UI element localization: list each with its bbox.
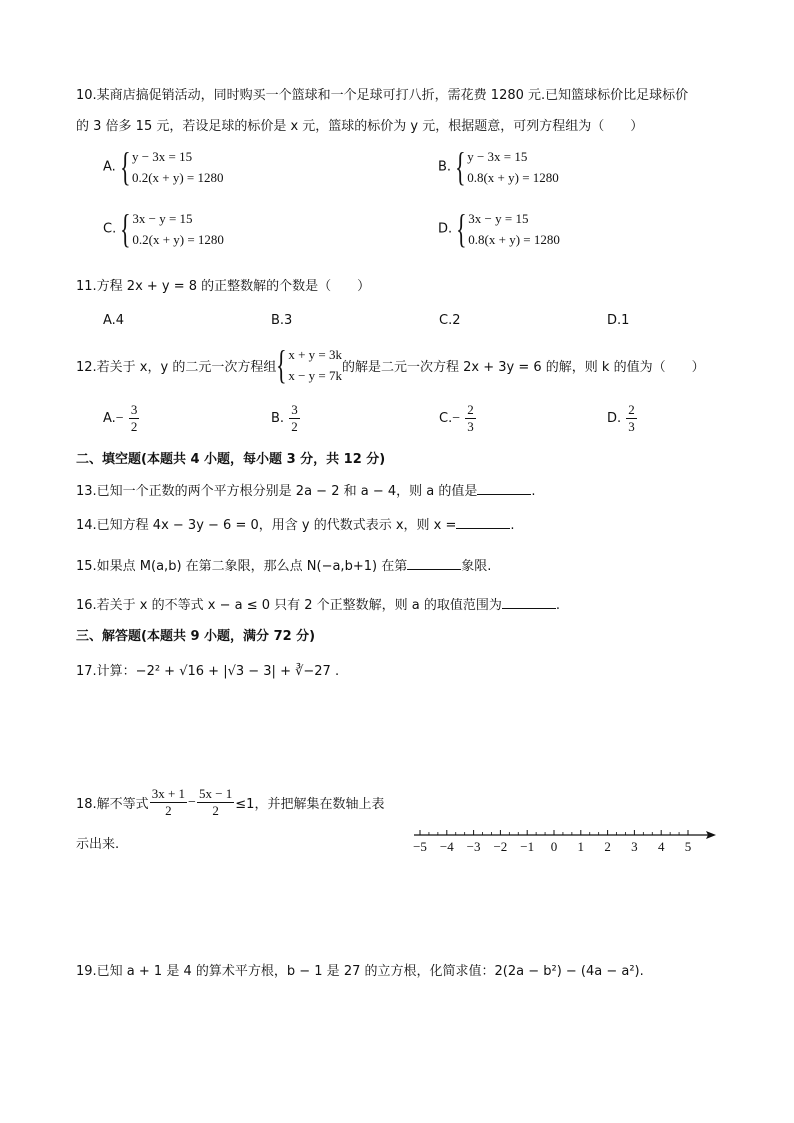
answer-blank[interactable] [477, 482, 531, 495]
section-heading-solve: 三、解答题(本题共 9 小题，满分 72 分) [76, 629, 316, 644]
q10-option-d: D. { 3x − y = 15 0.8(x + y) = 1280 [438, 206, 560, 251]
numerator: 3x + 1 [151, 786, 186, 801]
option-sign: − [452, 411, 461, 426]
q13-text [76, 480, 536, 499]
option-label: D. [438, 221, 453, 237]
number-line-tick-label: −1 [520, 839, 535, 854]
number-line-tick-label: 2 [604, 839, 611, 854]
q11-option-d: D.1 [607, 313, 630, 328]
q12-text: 12.若关于 x，y 的二元一次方程组 { x + y = 3k x − y = 7k 的解是二元一次方程 2x + 3y = 6 的解，则 k 的值为（ ） [76, 342, 705, 387]
q12-option-a [103, 402, 140, 435]
denominator: 2 [165, 803, 172, 818]
fraction [129, 402, 140, 435]
option-label: A. [103, 411, 116, 426]
q14-text [76, 514, 515, 533]
eq2: 0.2(x + y) = 1280 [131, 170, 224, 185]
option-label: C. [103, 221, 117, 237]
eq1: y − 3x = 15 [131, 149, 193, 164]
option-label: D. [607, 411, 622, 426]
fraction [626, 402, 637, 435]
q19-text: 19.已知 a + 1 是 4 的算术平方根，b − 1 是 27 的立方根，化简求值：2(2a − b²) − (4a − a²). [76, 964, 644, 979]
eq1: y − 3x = 15 [467, 149, 528, 164]
eq1: x + y = 3k [288, 347, 342, 362]
q16-text [76, 594, 560, 613]
eq1: 3x − y = 15 [132, 211, 193, 226]
q10-option-c: C. { 3x − y = 15 0.2(x + y) = 1280 [103, 206, 224, 251]
eq2: x − y = 7k [288, 368, 342, 383]
q18-before: 18.解不等式 [76, 797, 149, 812]
option-label: C. [439, 411, 453, 426]
number-line-tick-label: −3 [466, 839, 481, 854]
numerator: 2 [467, 402, 474, 417]
answer-blank[interactable] [407, 557, 461, 570]
q11-option-c: C.2 [439, 313, 461, 328]
eq2: 0.8(x + y) = 1280 [468, 232, 560, 247]
q17-text: 17.计算：−2² + √16 + |√3 − 3| + ∛−27 . [76, 664, 340, 679]
numerator: 3 [291, 402, 298, 417]
q14-after: . [510, 518, 515, 533]
q11-text: 11.方程 2x + y = 8 的正整数解的个数是（ ） [76, 279, 371, 294]
q10-option-a: A. { y − 3x = 15 0.2(x + y) = 1280 [103, 144, 224, 189]
q15-after: 象限. [461, 559, 492, 574]
q12-text-before: 12.若关于 x，y 的二元一次方程组 [76, 359, 277, 375]
numerator: 5x − 1 [198, 786, 233, 801]
option-sign: − [115, 411, 124, 426]
q12-option-b [271, 402, 301, 435]
number-line-tick-label: 3 [631, 839, 638, 854]
q10-line2: 的 3 倍多 15 元，若设足球的标价是 x 元，篮球的标价为 y 元，根据题意，可列方程组为（ ） [76, 119, 644, 134]
number-line [410, 825, 720, 857]
denominator: 3 [467, 419, 474, 434]
q18-text [76, 786, 384, 819]
q10-line1: 10.某商店搞促销活动，同时购买一个篮球和一个足球可打八折，需花费 1280 元.已知篮球标价比足球标价 [76, 88, 689, 103]
fraction [150, 786, 187, 819]
section-heading-fill-in: 二、填空题(本题共 4 小题，每小题 3 分，共 12 分) [76, 452, 386, 467]
number-line-tick-label: −4 [439, 839, 454, 854]
minus-sign: − [188, 794, 196, 810]
eq2: 0.8(x + y) = 1280 [467, 170, 559, 185]
q12-text-after: 的解是二元一次方程 2x + 3y = 6 的解，则 k 的值为（ ） [342, 359, 705, 375]
number-line-tick-label: 0 [550, 839, 558, 854]
q15-text [76, 555, 491, 574]
number-line-tick-label: 1 [577, 839, 585, 854]
number-line-tick-label: −2 [493, 839, 508, 854]
q16-before: 16.若关于 x 的不等式 x − a ≤ 0 只有 2 个正整数解，则 a 的取值范围为 [76, 598, 502, 613]
q13-before: 13.已知一个正数的两个平方根分别是 2a − 2 和 a − 4，则 a 的值是 [76, 484, 478, 499]
eq1: 3x − y = 15 [468, 211, 529, 226]
q12-option-c [439, 402, 477, 435]
q11-option-a: A.4 [103, 313, 125, 328]
option-label: B. [438, 159, 452, 175]
fraction [465, 402, 476, 435]
answer-blank[interactable] [456, 516, 510, 529]
option-label: B. [271, 411, 285, 426]
denominator: 2 [212, 803, 219, 818]
fraction [289, 402, 300, 435]
q11-option-b: B.3 [271, 313, 293, 328]
number-line-tick-label: −5 [413, 839, 427, 854]
q13-after: . [531, 484, 536, 499]
q14-before: 14.已知方程 4x − 3y − 6 = 0，用含 y 的代数式表示 x，则 x = [76, 518, 457, 533]
number-line-tick-label: 4 [657, 839, 665, 854]
number-line-tick-label: 5 [684, 839, 692, 854]
q16-after: . [555, 598, 561, 613]
answer-blank[interactable] [502, 596, 556, 609]
denominator: 2 [130, 419, 138, 434]
numerator: 3 [130, 402, 138, 417]
q10-option-b: B. { y − 3x = 15 0.8(x + y) = 1280 [438, 144, 559, 189]
fraction [197, 786, 234, 819]
denominator: 3 [628, 419, 635, 434]
q12-option-d [607, 402, 638, 435]
q18-after: ≤1，并把解集在数轴上表 [235, 797, 385, 812]
q18-line2: 示出来. [76, 837, 120, 852]
denominator: 2 [291, 419, 298, 434]
eq2: 0.2(x + y) = 1280 [132, 232, 224, 247]
numerator: 2 [628, 402, 635, 417]
option-label: A. [103, 159, 116, 175]
q15-before: 15.如果点 M(a,b) 在第二象限，那么点 N(−a,b+1) 在第 [76, 559, 408, 574]
